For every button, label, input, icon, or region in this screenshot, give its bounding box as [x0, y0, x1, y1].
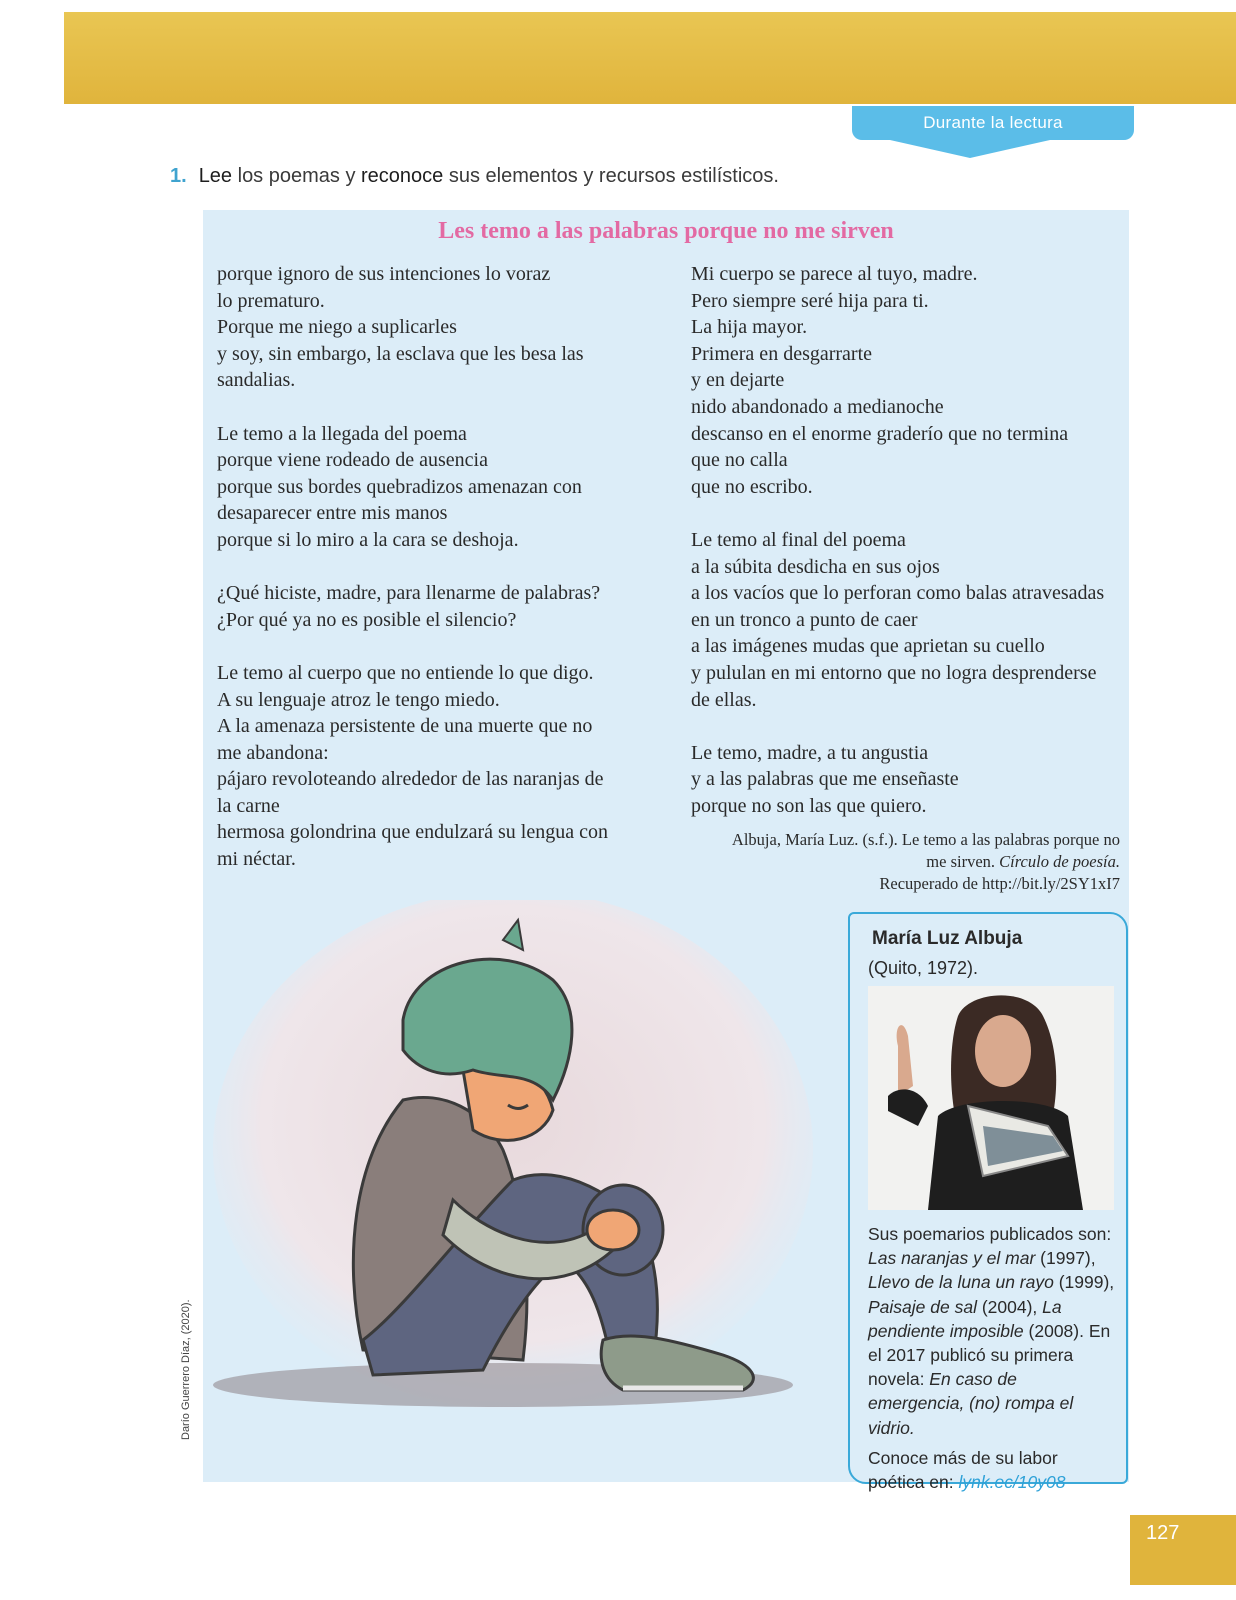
poem-line: a los vacíos que lo perforan como balas atravesadas	[691, 582, 1105, 605]
poem-line: en un tronco a punto de caer	[691, 608, 918, 631]
instruction-verb-read: Lee	[198, 165, 233, 187]
poem-line: a la súbita desdicha en sus ojos	[691, 555, 940, 578]
poem-left-column	[217, 261, 648, 873]
instruction-text-2: sus elementos y recursos estilísticos.	[443, 165, 779, 187]
poem-right-column	[691, 261, 1122, 819]
poem-line: Le temo al final del poema	[691, 528, 906, 551]
citation-line-2: me sirven.	[926, 852, 1000, 871]
poem-line: nido abandonado a medianoche	[691, 395, 944, 418]
header-band	[64, 12, 1236, 104]
instruction-number: 1.	[170, 165, 187, 187]
bio-book-4: La pendiente imposible	[868, 1296, 1062, 1341]
bio-book-1: Las naranjas y el mar	[868, 1248, 1036, 1269]
sad-boy-illustration	[203, 900, 843, 1460]
poem-line: lo prematuro.	[217, 289, 325, 312]
instruction-text-1: los poemas y	[232, 165, 362, 187]
poem-line: A su lenguaje atroz le tengo miedo.	[217, 688, 500, 711]
poem-line: A la amenaza persistente de una muerte que no	[217, 715, 593, 738]
poem-line: a las imágenes mudas que aprietan su cuello	[691, 635, 1045, 658]
poem-line: mi néctar.	[217, 848, 296, 871]
bio-book-3: Paisaje de sal	[868, 1296, 977, 1317]
poem-line: ¿Qué hiciste, madre, para llenarme de palabras?	[217, 582, 601, 605]
poem-line: Pero siempre seré hija para ti.	[691, 289, 929, 312]
author-name: María Luz Albuja	[872, 928, 1023, 949]
bio-text-5: (2008). En el 2017 publicó su primera novela:	[868, 1320, 1111, 1390]
poem-line: descanso en el enorme graderío que no termina	[691, 422, 1069, 445]
bio-text-1: Sus poemarios publicados son:	[868, 1224, 1112, 1244]
poem-line: y pululan en mi entorno que no logra desprenderse	[691, 661, 1097, 684]
poem-line: y en dejarte	[691, 369, 785, 392]
poem-line: Primera en desgarrarte	[691, 342, 873, 365]
bio-text-3: (1999),	[1053, 1272, 1115, 1293]
poem-line: y soy, sin embargo, la esclava que les besa las	[217, 342, 584, 365]
section-tab-notch	[890, 140, 1050, 158]
poem-line: Le temo, madre, a tu angustia	[691, 741, 929, 764]
poem-line: porque sus bordes quebradizos amenazan con	[217, 475, 582, 498]
poem-line: ¿Por qué ya no es posible el silencio?	[217, 608, 517, 631]
stanza-break	[691, 713, 1122, 740]
poem-line: que no calla	[691, 449, 788, 472]
poem-line: Porque me niego a suplicarles	[217, 316, 457, 339]
bio-link[interactable]: lynk.ec/10y08	[958, 1472, 1066, 1493]
poem-citation	[680, 829, 1120, 895]
poem-line: y a las palabras que me enseñaste	[691, 768, 959, 791]
instruction	[170, 165, 779, 188]
citation-url: Recuperado de http://bit.ly/2SY1xI7	[879, 874, 1120, 893]
poem-title: Les temo a las palabras porque no me sirven	[438, 218, 894, 244]
poem-line: porque viene rodeado de ausencia	[217, 449, 488, 472]
author-bio-box	[848, 912, 1128, 1493]
illustration-credit: Darío Guerrero Díaz, (2020).	[180, 1299, 192, 1440]
bio-more-text: Conoce más de su labor poética en:	[868, 1447, 1058, 1493]
poem-line: Le temo al cuerpo que no entiende lo que digo.	[217, 661, 594, 684]
bio-text-2: (1997),	[1035, 1248, 1096, 1269]
section-tab: Durante la lectura	[852, 106, 1134, 140]
poem-line: Mi cuerpo se parece al tuyo, madre.	[691, 263, 978, 285]
poem-line: pájaro revoloteando alrededor de las naranjas de	[217, 768, 604, 791]
citation-line-1: Albuja, María Luz. (s.f.). Le temo a las palabras porque no	[731, 830, 1120, 849]
instruction-verb-recognize: reconoce	[361, 165, 444, 187]
poem-line: porque ignoro de sus intenciones lo voraz	[217, 263, 551, 285]
author-bio-text	[868, 1222, 1116, 1500]
stanza-break	[217, 394, 648, 421]
poem-line: de ellas.	[691, 688, 757, 711]
stanza-break	[691, 500, 1122, 527]
poem-line: porque si lo miro a la cara se deshoja.	[217, 528, 519, 551]
poem-line: sandalias.	[217, 369, 296, 392]
stanza-break	[217, 554, 648, 581]
author-origin: (Quito, 1972).	[868, 958, 979, 978]
citation-source: Círculo de poesía.	[999, 852, 1120, 871]
poem-line: que no escribo.	[691, 475, 813, 498]
author-photo	[868, 986, 1114, 1210]
bio-book-2: Llevo de la luna un rayo	[868, 1272, 1054, 1293]
poem-line: Le temo a la llegada del poema	[217, 422, 467, 445]
poem-line: me abandona:	[217, 741, 329, 764]
poem-line: porque no son las que quiero.	[691, 794, 927, 817]
bio-novel: En caso de emergencia, (no) rompa el vidrio.	[868, 1369, 1074, 1438]
page-number: 127	[1130, 1515, 1236, 1585]
poem-line: La hija mayor.	[691, 316, 808, 339]
bio-text-4: (2004),	[976, 1296, 1043, 1317]
poem-line: hermosa golondrina que endulzará su lengua con	[217, 821, 608, 844]
poem-line: la carne	[217, 794, 280, 817]
stanza-break	[217, 633, 648, 660]
poem-line: desaparecer entre mis manos	[217, 502, 448, 525]
